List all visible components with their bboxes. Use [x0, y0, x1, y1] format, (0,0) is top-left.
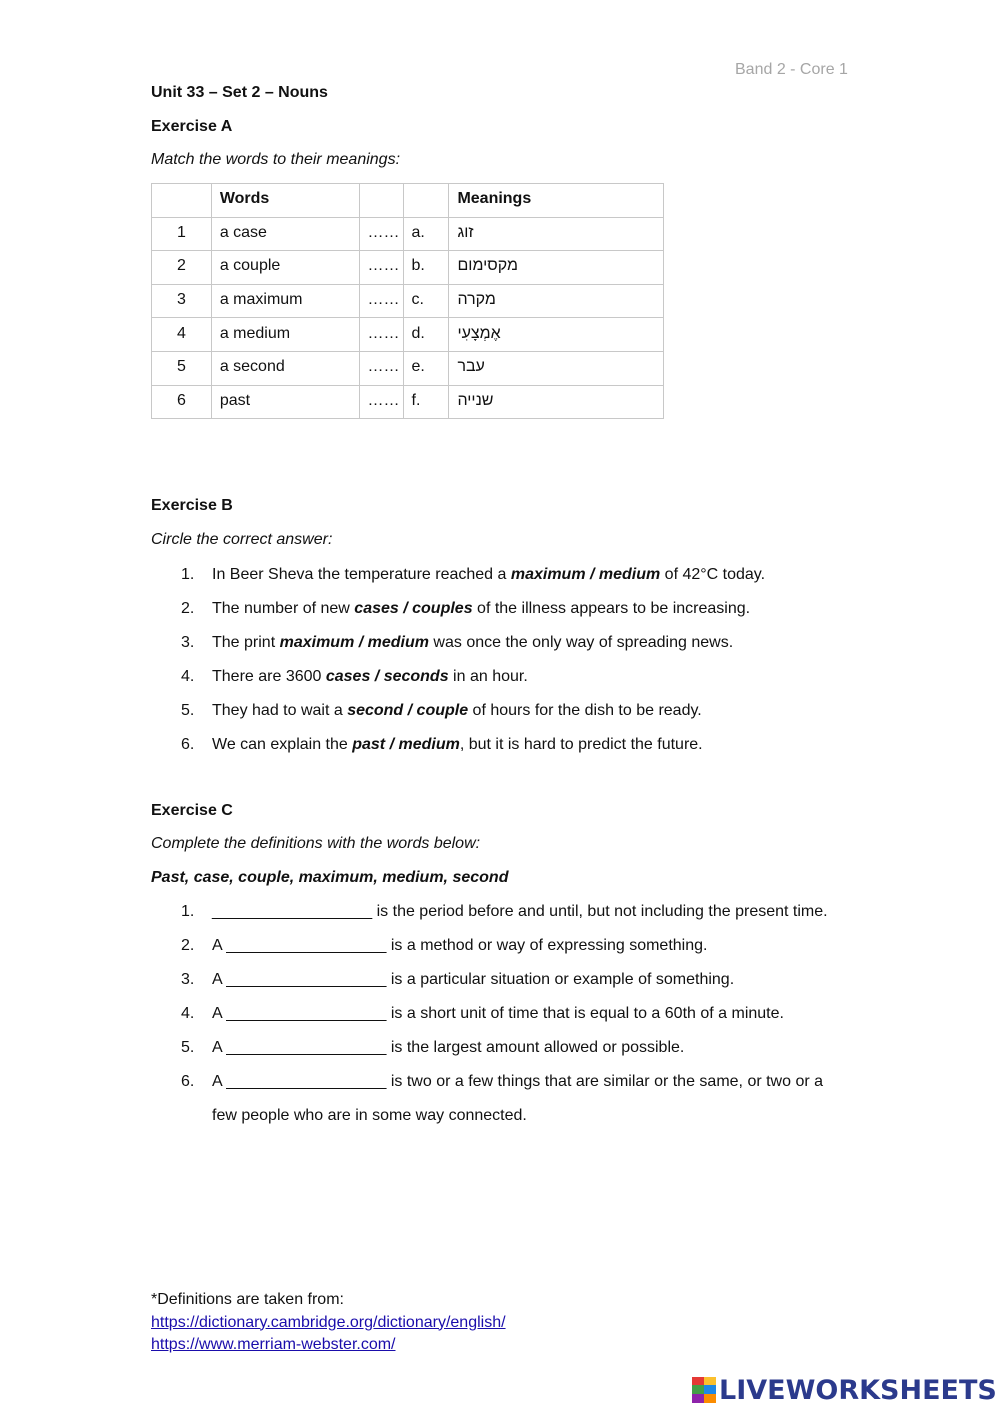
word-bank: Past, case, couple, maximum, medium, second [151, 869, 509, 886]
word-cell: a maximum [211, 284, 359, 318]
item-number: 1. [181, 566, 195, 583]
definition-text[interactable]: A __________________ is a method or way of expressing something. [212, 937, 708, 954]
definition-text[interactable]: A __________________ is two or a few things that are similar or the same, or two or a few people who are in some way connected. [212, 1073, 824, 1124]
page-title: Unit 33 – Set 2 – Nouns [151, 84, 328, 101]
table-header-row [152, 184, 664, 218]
table-cell [359, 184, 403, 218]
row-number: 1 [152, 217, 212, 251]
sentence-text: The number of new [212, 600, 355, 617]
list-item [151, 963, 851, 997]
answer-blank[interactable]: …… [359, 318, 403, 352]
exercise-c-instruction: Complete the definitions with the words below: [151, 835, 481, 852]
words-column-header: Words [211, 184, 359, 218]
meaning-letter: d. [403, 318, 449, 352]
meaning-letter: b. [403, 251, 449, 285]
sentence-text: was once the only way of spreading news. [428, 634, 734, 651]
list-item [151, 1065, 851, 1133]
band-label: Band 2 - Core 1 [735, 61, 848, 78]
answer-choice[interactable]: second / couple [347, 702, 469, 719]
meaning-cell: שנייה [449, 385, 664, 419]
answer-blank[interactable]: …… [359, 284, 403, 318]
list-item [151, 735, 871, 769]
footer-sources [151, 1289, 506, 1357]
item-number: 4. [181, 668, 195, 685]
item-number: 3. [181, 634, 195, 651]
meanings-column-header: Meanings [449, 184, 664, 218]
meaning-letter: e. [403, 351, 449, 385]
word-cell: a couple [211, 251, 359, 285]
logo-text: LIVEWORKSHEETS [719, 1374, 997, 1406]
exercise-b-instruction: Circle the correct answer: [151, 531, 333, 548]
answer-blank[interactable]: …… [359, 251, 403, 285]
sentence-text: They had to wait a [212, 702, 348, 719]
cambridge-link[interactable]: https://dictionary.cambridge.org/dictionary/english/ [151, 1313, 506, 1331]
matching-table [151, 183, 664, 419]
meaning-cell: עבר [449, 351, 664, 385]
definition-text[interactable]: A __________________ is the largest amount allowed or possible. [212, 1039, 685, 1056]
item-number: 3. [181, 971, 195, 988]
definition-text[interactable]: A __________________ is a short unit of time that is equal to a 60th of a minute. [212, 1005, 784, 1022]
table-cell [152, 184, 212, 218]
logo-grid-icon [692, 1377, 716, 1403]
table-row [152, 351, 664, 385]
table-row [152, 385, 664, 419]
sentence-text: The print [212, 634, 280, 651]
word-cell: a case [211, 217, 359, 251]
sentence-text: , but it is hard to predict the future. [459, 736, 703, 753]
answer-choice[interactable]: cases / couples [354, 600, 473, 617]
list-item [151, 997, 851, 1031]
liveworksheets-logo [692, 1374, 997, 1406]
row-number: 4 [152, 318, 212, 352]
list-item [151, 929, 851, 963]
list-item [151, 565, 871, 599]
sentence-text: There are 3600 [212, 668, 326, 685]
exercise-a-heading: Exercise A [151, 118, 233, 135]
sentence-text: of hours for the dish to be ready. [468, 702, 702, 719]
table-row [152, 217, 664, 251]
table-cell [403, 184, 449, 218]
sentence-text: We can explain the [212, 736, 353, 753]
row-number: 2 [152, 251, 212, 285]
answer-choice[interactable]: cases / seconds [325, 668, 449, 685]
item-number: 1. [181, 903, 195, 920]
list-item [151, 633, 871, 667]
item-number: 6. [181, 1073, 195, 1090]
answer-choice[interactable]: maximum / medium [510, 566, 661, 583]
list-item [151, 701, 871, 735]
table-row [152, 251, 664, 285]
table-row [152, 318, 664, 352]
exercise-a-instruction: Match the words to their meanings: [151, 151, 401, 168]
item-number: 2. [181, 600, 195, 617]
definition-text[interactable]: __________________ is the period before and until, but not including the present time. [212, 903, 828, 920]
meaning-cell: מקסימום [449, 251, 664, 285]
list-item [151, 667, 871, 701]
answer-choice[interactable]: maximum / medium [279, 634, 429, 651]
row-number: 6 [152, 385, 212, 419]
list-item [151, 895, 851, 929]
answer-blank[interactable]: …… [359, 217, 403, 251]
meaning-letter: a. [403, 217, 449, 251]
word-cell: a medium [211, 318, 359, 352]
merriam-webster-link[interactable]: https://www.merriam-webster.com/ [151, 1336, 396, 1353]
sources-note: *Definitions are taken from: [151, 1291, 344, 1308]
word-cell: past [211, 385, 359, 419]
sentence-text: In Beer Sheva the temperature reached a [212, 566, 511, 583]
sentence-text: of 42°C today. [660, 566, 766, 583]
answer-choice[interactable]: past / medium [352, 736, 460, 753]
sentence-text: in an hour. [448, 668, 528, 685]
meaning-cell: אֶמְצָעִי [449, 318, 664, 352]
exercise-c-heading: Exercise C [151, 802, 233, 819]
answer-blank[interactable]: …… [359, 385, 403, 419]
meaning-cell: מקרה [449, 284, 664, 318]
word-cell: a second [211, 351, 359, 385]
exercise-b-heading: Exercise B [151, 497, 233, 514]
item-number: 6. [181, 736, 195, 753]
meaning-cell: זוג [449, 217, 664, 251]
answer-blank[interactable]: …… [359, 351, 403, 385]
sentence-text: of the illness appears to be increasing. [472, 600, 751, 617]
item-number: 2. [181, 937, 195, 954]
row-number: 5 [152, 351, 212, 385]
meaning-letter: c. [403, 284, 449, 318]
item-number: 5. [181, 702, 195, 719]
table-row [152, 284, 664, 318]
exercise-c-list [151, 895, 851, 1133]
meaning-letter: f. [403, 385, 449, 419]
list-item [151, 599, 871, 633]
exercise-b-list [151, 565, 871, 769]
list-item [151, 1031, 851, 1065]
row-number: 3 [152, 284, 212, 318]
item-number: 5. [181, 1039, 195, 1056]
item-number: 4. [181, 1005, 195, 1022]
definition-text[interactable]: A __________________ is a particular situation or example of something. [212, 971, 735, 988]
